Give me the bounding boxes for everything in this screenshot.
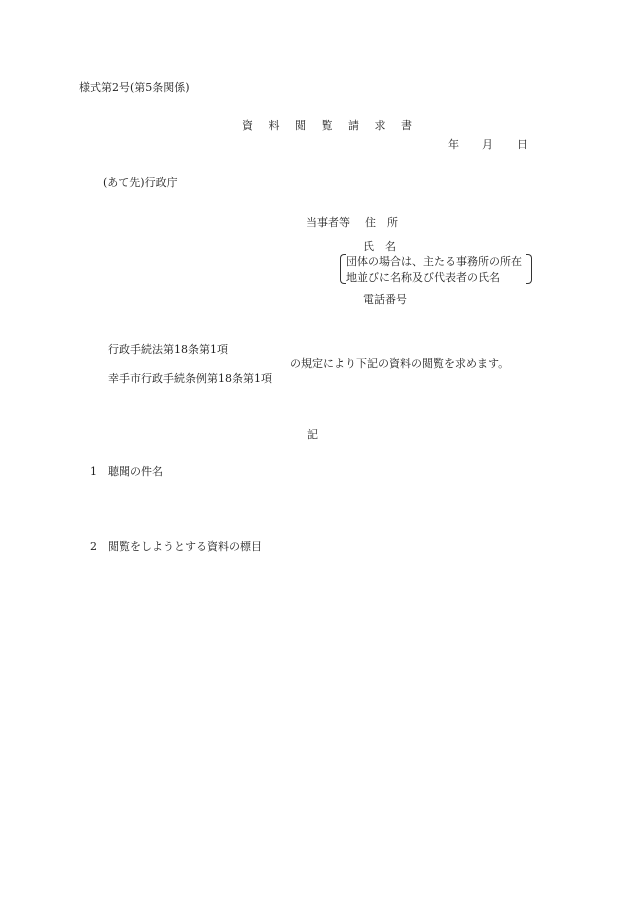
law-reference-2: 幸手市行政手続条例第18条第1項 [108, 372, 272, 385]
address-label: 住 所 [365, 216, 398, 229]
organization-note-line2: 地並びに名称及び代表者の氏名 [346, 271, 500, 284]
request-text: の規定により下記の資料の閲覧を求めます。 [290, 357, 510, 370]
phone-label: 電話番号 [363, 293, 407, 306]
item-label-1: 聴聞の件名 [108, 465, 163, 478]
date-day: 日 [517, 138, 528, 151]
item-number-1: 1 [90, 465, 97, 478]
form-label: 様式第2号(第5条関係) [79, 81, 190, 94]
document-title: 資 料 閲 覧 請 求 書 [242, 119, 418, 132]
date-month: 月 [482, 138, 493, 151]
party-label: 当事者等 [306, 216, 350, 229]
organization-note-line1: 団体の場合は、主たる事務所の所在 [346, 255, 522, 268]
item-number-2: 2 [90, 540, 97, 553]
item-label-2: 閲覧をしようとする資料の標目 [108, 540, 262, 553]
date-year: 年 [448, 138, 459, 151]
name-label: 氏 名 [363, 240, 396, 253]
bracket-right [526, 254, 532, 284]
law-reference-1: 行政手続法第18条第1項 [108, 343, 228, 356]
addressee: (あて先)行政庁 [103, 176, 178, 189]
ki-heading: 記 [307, 428, 318, 441]
